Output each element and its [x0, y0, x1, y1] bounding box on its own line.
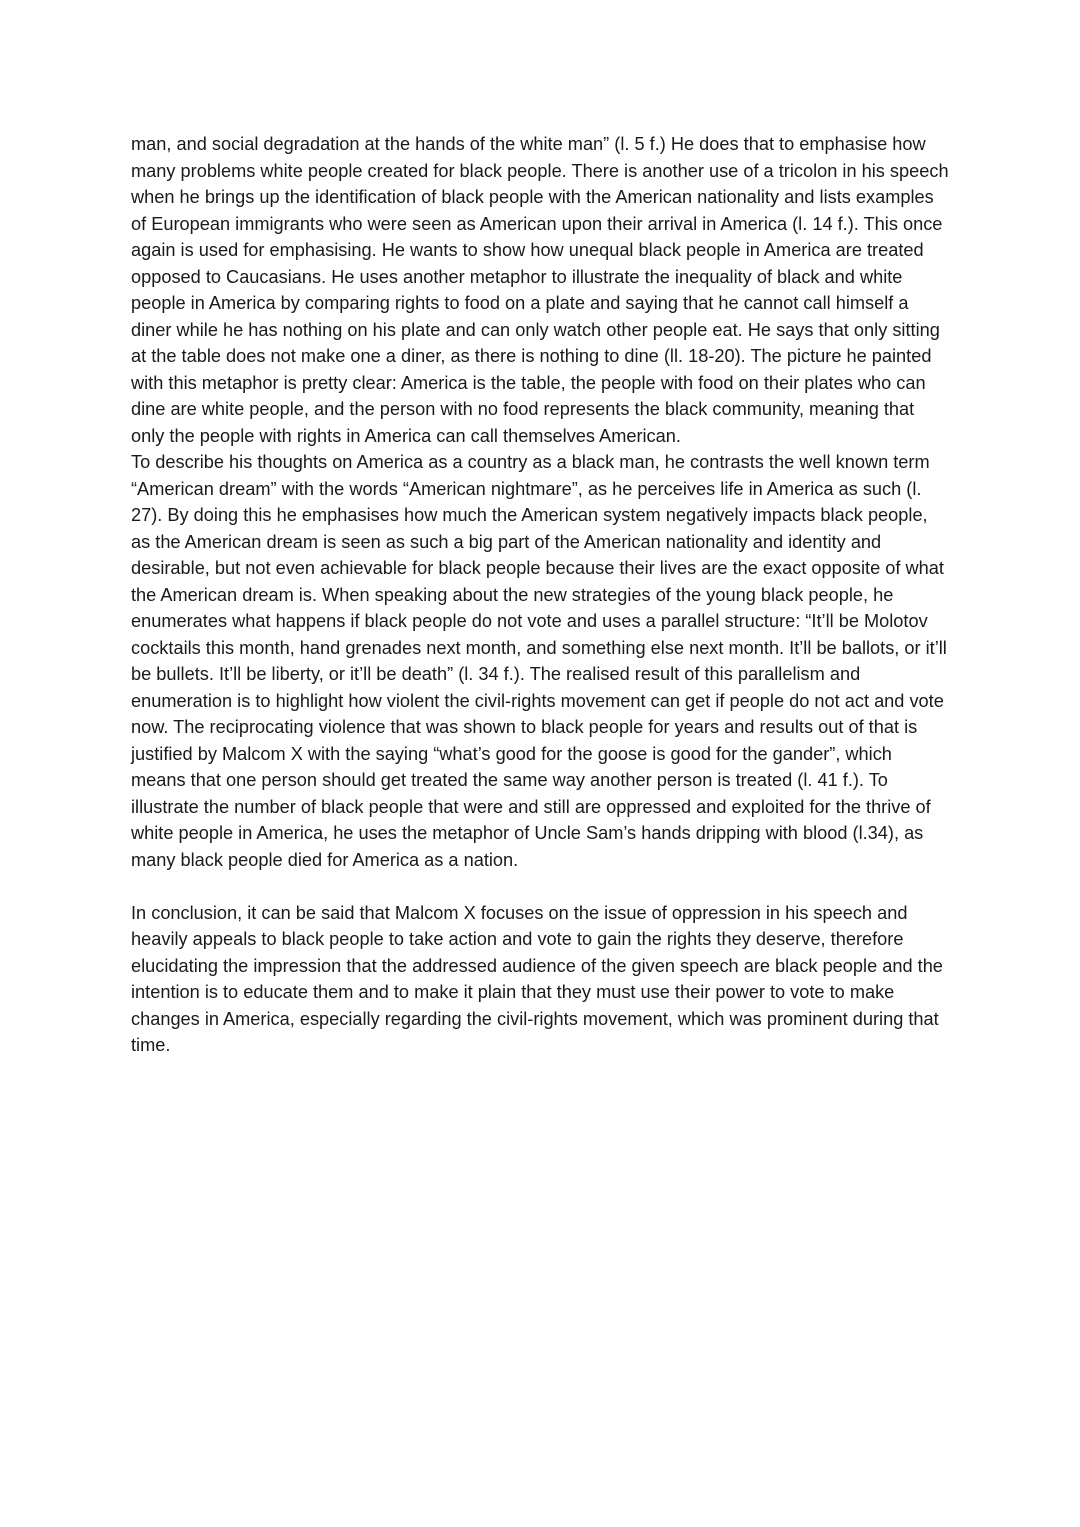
paragraph-spacer: [131, 873, 951, 900]
paragraph-analysis-tricolon-metaphor: man, and social degradation at the hands of the white man” (l. 5 f.) He does that to emphasise how many problems white people created for black people. There is another use of a tricolon in his speech when he brings up the identification of black people with the American nationality and lists examples of European immigrants who were seen as American upon their arrival in America (l. 14 f.). This once again is used for emphasising. He wants to show how unequal black people in America are treated opposed to Caucasians. He uses another metaphor to illustrate the inequality of black and white people in America by comparing rights to food on a plate and saying that he cannot call himself a diner while he has nothing on his plate and can only watch other people eat. He says that only sitting at the table does not make one a diner, as there is nothing to dine (ll. 18-20). The picture he painted with this metaphor is pretty clear: America is the table, the people with food on their plates who can dine are white people, and the person with no food represents the black community, meaning that only the people with rights in America can call themselves American.: [131, 134, 949, 446]
paragraph-conclusion: In conclusion, it can be said that Malcom X focuses on the issue of oppression in his speech and heavily appeals to black people to take action and vote to gain the rights they deserve, therefore elucidating the impression that the addressed audience of the given speech are black people and the intention is to educate them and to make it plain that they must use their power to vote to make changes in America, especially regarding the civil-rights movement, which was prominent during that time.: [131, 902, 943, 1055]
document-body: [131, 131, 951, 1059]
paragraph-analysis-american-dream: To describe his thoughts on America as a country as a black man, he contrasts the well known term “American dream” with the words “American nightmare”, as he perceives life in America as such (l. 27). By doing this he emphasises how much the American system negatively impacts black people, as the American dream is seen as such a big part of the American nationality and identity and desirable, but not even achievable for black people because their lives are the exact opposite of what the American dream is. When speaking about the new strategies of the young black people, he enumerates what happens if black people do not vote and uses a parallel structure: “It’ll be Molotov cocktails this month, hand grenades next month, and something else next month. It’ll be ballots, or it’ll be bullets. It’ll be liberty, or it’ll be death” (l. 34 f.). The realised result of this parallelism and enumeration is to highlight how violent the civil-rights movement can get if people do not act and vote now. The reciprocating violence that was shown to black people for years and results out of that is justified by Malcom X with the saying “what’s good for the goose is good for the gander”, which means that one person should get treated the same way another person is treated (l. 41 f.). To illustrate the number of black people that were and still are oppressed and exploited for the thrive of white people in America, he uses the metaphor of Uncle Sam’s hands dripping with blood (l.34), as many black people died for America as a nation.: [131, 452, 947, 870]
